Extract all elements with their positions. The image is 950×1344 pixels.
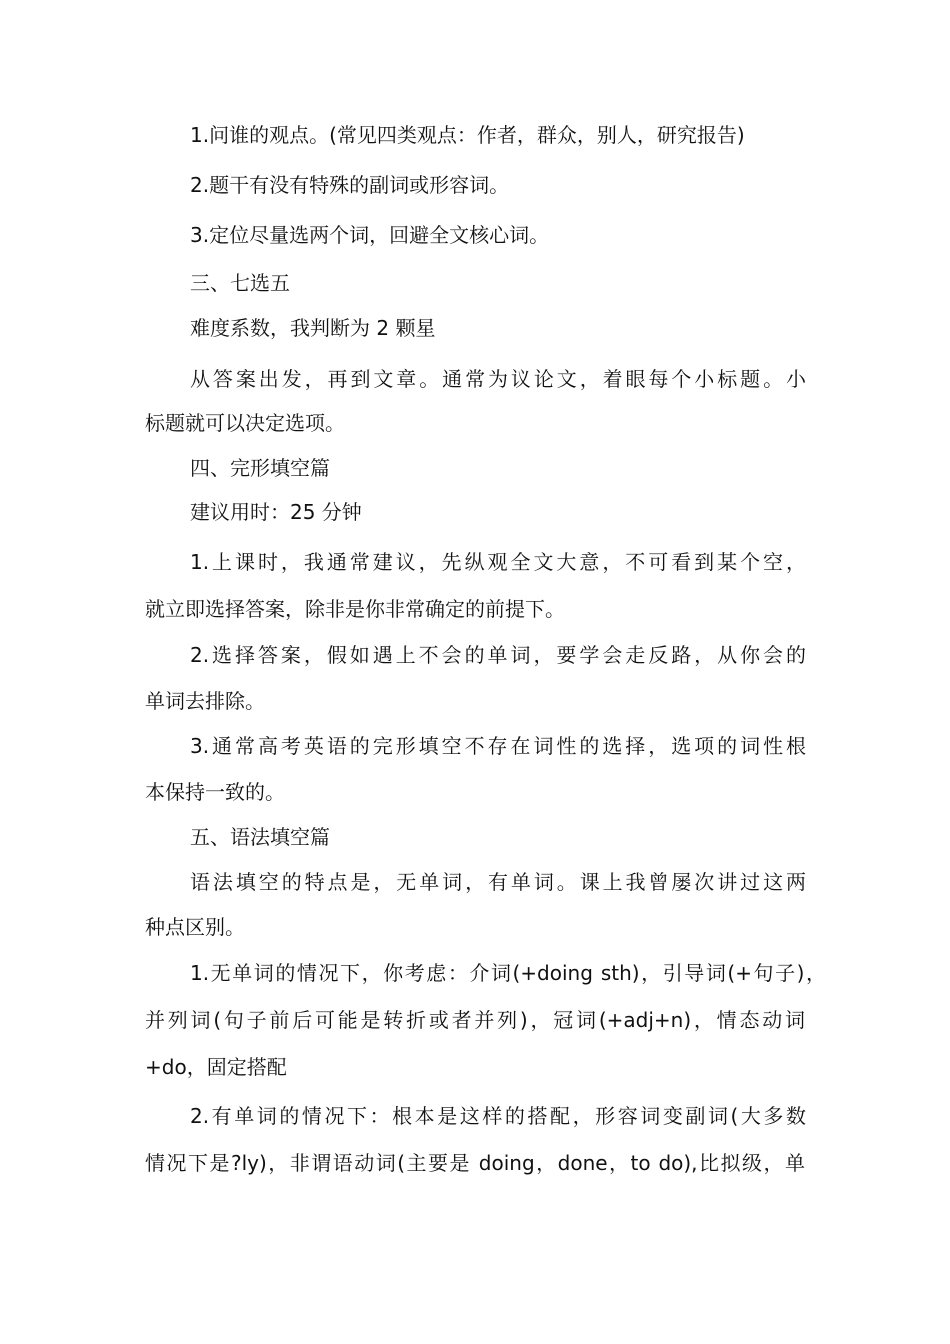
paragraph-line: 种点区别。 [145, 915, 245, 939]
paragraph-line: 本保持一致的。 [145, 780, 285, 804]
paragraph-line: 3.通常高考英语的完形填空不存在词性的选择，选项的词性根 [190, 734, 806, 758]
paragraph-line: 标题就可以决定选项。 [145, 411, 345, 435]
paragraph-line: 从答案出发，再到文章。通常为议论文，着眼每个小标题。小 [190, 367, 806, 391]
paragraph-line: 2.选择答案，假如遇上不会的单词，要学会走反路，从你会的 [190, 643, 806, 667]
paragraph-line: 语法填空的特点是，无单词，有单词。课上我曾屡次讲过这两 [190, 870, 806, 894]
paragraph-line: 2.题干有没有特殊的副词或形容词。 [190, 173, 510, 197]
paragraph-line: 1.上课时，我通常建议，先纵观全文大意，不可看到某个空， [190, 550, 806, 574]
paragraph-line: 1.问谁的观点。(常见四类观点：作者，群众，别人，研究报告) [190, 123, 745, 147]
section-heading: 五、语法填空篇 [190, 825, 330, 849]
section-heading: 三、七选五 [190, 271, 290, 295]
paragraph-line: 建议用时：25 分钟 [190, 500, 362, 524]
paragraph-line: 并列词(句子前后可能是转折或者并列)，冠词(+adj+n)，情态动词 [145, 1008, 805, 1032]
section-heading: 四、完形填空篇 [190, 456, 330, 480]
paragraph-line: 1.无单词的情况下，你考虑：介词(+doing sth)，引导词(+句子)， [190, 961, 826, 985]
paragraph-line: 3.定位尽量选两个词，回避全文核心词。 [190, 223, 550, 247]
paragraph-line: 就立即选择答案，除非是你非常确定的前提下。 [145, 597, 565, 621]
paragraph-line: 2.有单词的情况下：根本是这样的搭配，形容词变副词(大多数 [190, 1104, 806, 1128]
paragraph-line: 情况下是?ly)，非谓语动词(主要是 doing，done，to do),比拟级，单 [145, 1151, 805, 1175]
paragraph-line: 难度系数，我判断为 2 颗星 [190, 316, 436, 340]
paragraph-line: +do，固定搭配 [145, 1055, 287, 1079]
paragraph-line: 单词去排除。 [145, 689, 265, 713]
